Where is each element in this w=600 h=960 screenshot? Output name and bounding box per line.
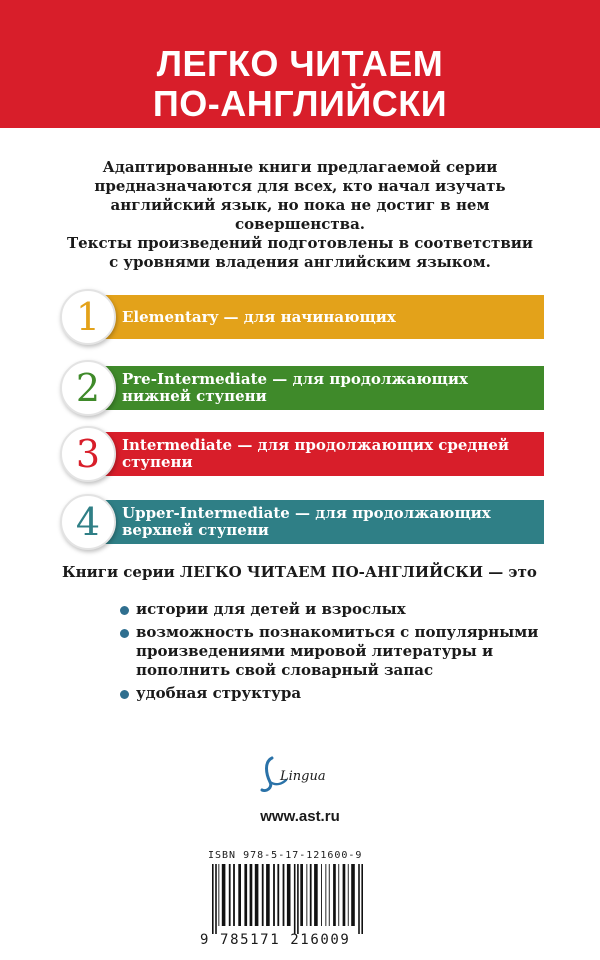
level-label-1: Elementary — для начинающих: [122, 307, 396, 326]
level-label-4: Upper-Intermediate — для продолжающих верхней ступени: [122, 504, 491, 539]
barcode-bar: [358, 864, 360, 934]
barcode-bar: [283, 864, 285, 926]
level-row-2: [60, 366, 544, 410]
barcode: [206, 864, 418, 934]
barcode-bar: [329, 864, 330, 926]
feature-item: [120, 600, 560, 619]
series-title-line2: ПО-АНГЛИЙСКИ: [152, 83, 448, 124]
bullet-dot-icon: [120, 606, 129, 615]
books-series-title: Книги серии ЛЕГКО ЧИТАЕМ ПО-АНГЛИЙСКИ — это: [62, 563, 537, 581]
barcode-bar: [222, 864, 226, 926]
feature-text: истории для детей и взрослых: [136, 600, 406, 618]
level-row-3: [60, 432, 544, 476]
barcode-bar: [262, 864, 264, 926]
feature-item: [120, 684, 560, 703]
barcode-bar: [351, 864, 355, 926]
barcode-bar: [212, 864, 214, 934]
barcode-bar: [287, 864, 291, 926]
barcode-bar: [321, 864, 322, 926]
lingua-logo-text: Lingua: [280, 769, 326, 784]
barcode-bar: [343, 864, 346, 926]
barcode-bar: [250, 864, 253, 926]
level-number-4: 4: [60, 494, 116, 550]
bullet-dot-icon: [120, 690, 129, 699]
intro-paragraph-2: Тексты произведений подготовлены в соответствии с уровнями владения английским языком.: [66, 234, 534, 271]
features-list: [120, 600, 560, 707]
barcode-bar: [238, 864, 241, 926]
level-number-3: 3: [60, 426, 116, 482]
feature-item: [120, 623, 560, 680]
level-row-1: [60, 295, 544, 339]
publisher-url: www.ast.ru: [260, 808, 340, 825]
lingua-logo: [256, 752, 336, 796]
isbn-label: ISBN 978-5-17-121600-9: [208, 850, 363, 861]
barcode-bar: [215, 864, 217, 934]
barcode-bar: [229, 864, 231, 926]
barcode-bar: [325, 864, 326, 926]
barcode-bar: [244, 864, 247, 926]
barcode-bar: [338, 864, 339, 926]
barcode-bar: [297, 864, 299, 934]
barcode-bar: [314, 864, 318, 926]
barcode-bar: [218, 864, 219, 926]
barcode-bar: [310, 864, 312, 926]
level-number-1: 1: [60, 289, 116, 345]
barcode-bar: [277, 864, 279, 926]
level-row-4: [60, 500, 544, 544]
barcode-bar: [361, 864, 363, 934]
barcode-bar: [273, 864, 275, 926]
feature-text: возможность познакомиться с популярными произведениями мировой литературы и пополнить свой словарный запас: [136, 623, 539, 679]
intro-paragraph-1: Адаптированные книги предлагаемой серии предназначаются для всех, кто начал изучать английский язык, но пока не достиг в нем совершенства.: [94, 158, 506, 233]
barcode-bar: [348, 864, 349, 926]
barcode-bar: [306, 864, 307, 926]
header-banner: [0, 0, 600, 128]
level-label-3: Intermediate — для продолжающих средней ступени: [122, 436, 510, 471]
series-title-line1: ЛЕГКО ЧИТАЕМ: [156, 43, 444, 84]
barcode-bar: [294, 864, 296, 934]
level-label-2: Pre-Intermediate — для продолжающих нижней ступени: [122, 370, 468, 405]
barcode-bar: [300, 864, 303, 926]
level-number-2: 2: [60, 360, 116, 416]
barcode-bar: [233, 864, 235, 926]
barcode-bar: [333, 864, 336, 926]
barcode-bar: [266, 864, 270, 926]
barcode-number: 9 785171 216009: [200, 932, 351, 948]
barcode-bar: [255, 864, 259, 926]
feature-text: удобная структура: [136, 684, 302, 702]
bullet-dot-icon: [120, 629, 129, 638]
